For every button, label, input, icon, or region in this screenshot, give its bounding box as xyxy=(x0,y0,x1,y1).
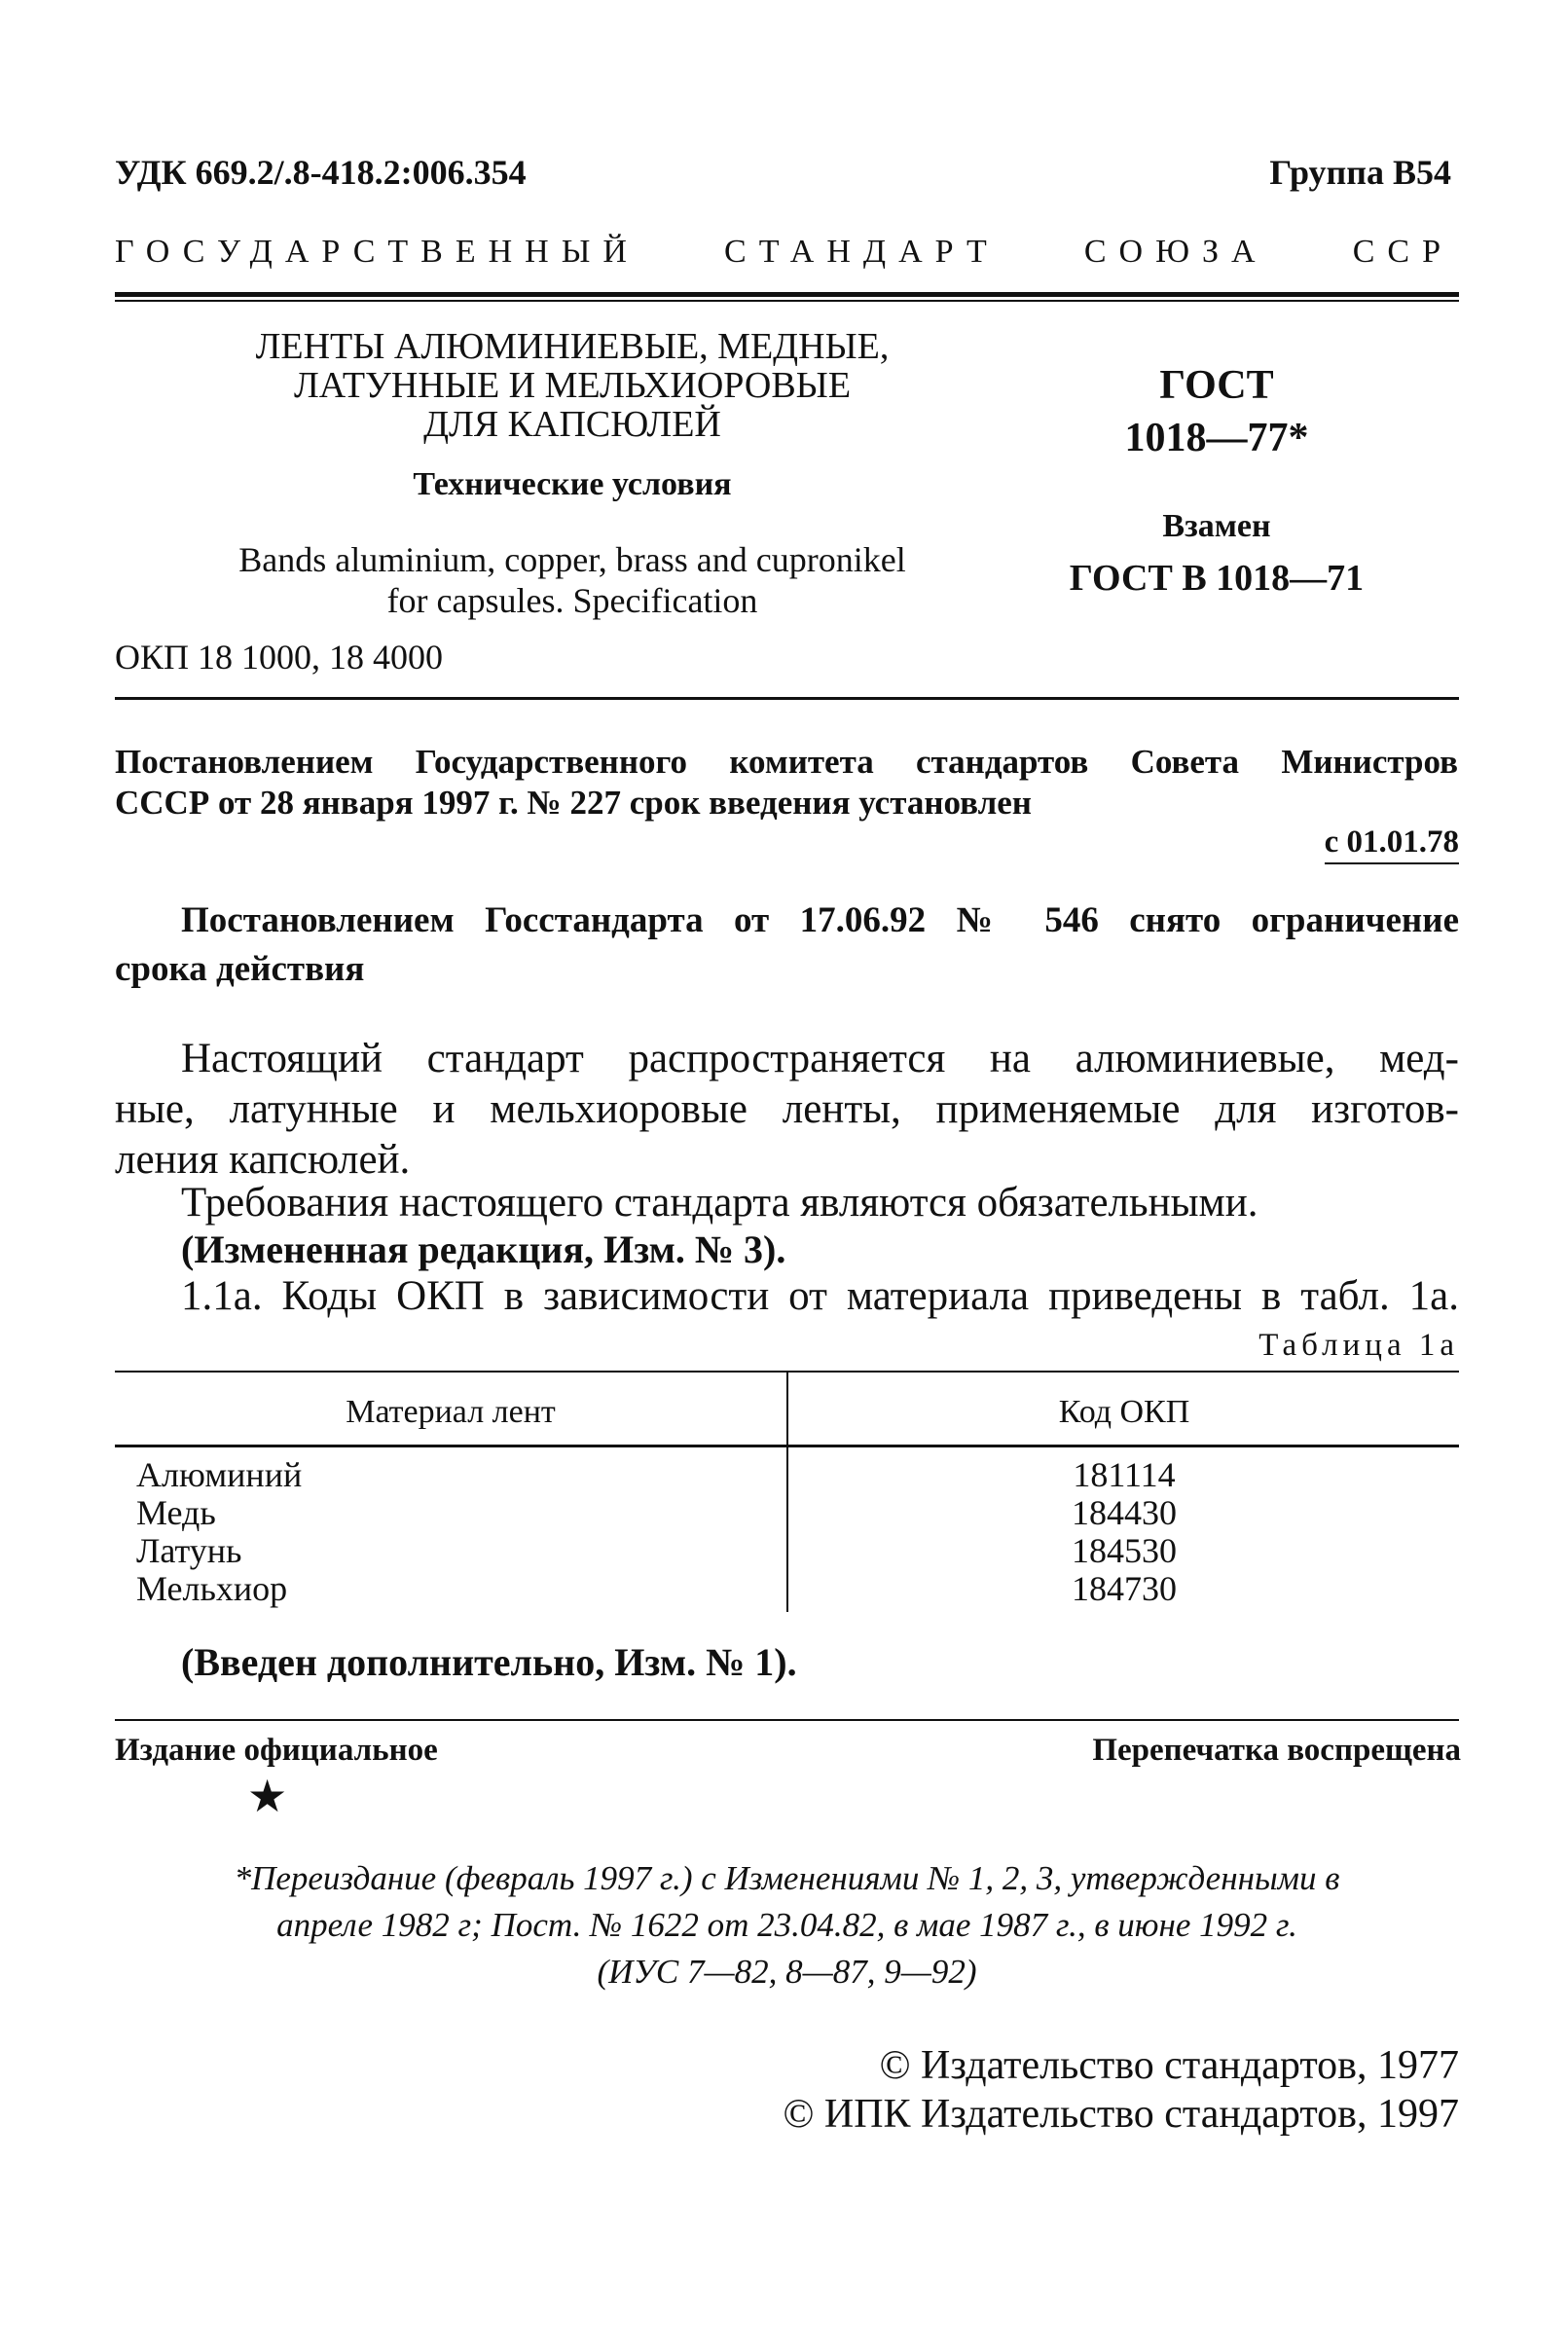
reprint-prohibited-label: Перепечатка воспрещена xyxy=(1092,1733,1461,1768)
okp-codes: ОКП 18 1000, 18 4000 xyxy=(115,638,444,677)
addition-note: (Введен дополнительно, Изм. № 1). xyxy=(181,1640,797,1684)
replaces-label: Взамен xyxy=(1162,508,1271,544)
table-cell-code: 184730 xyxy=(1072,1569,1177,1608)
requirements-paragraph: Требования настоящего стандарта являются обязательными. xyxy=(181,1180,1258,1226)
banner-word: ССР xyxy=(1352,234,1453,270)
english-title-line: Bands aluminium, copper, brass and cupronikel xyxy=(238,540,906,579)
reissue-footnote-line: (ИУС 7—82, 8—87, 9—92) xyxy=(597,1953,977,1991)
banner-word: СОЮЗА xyxy=(1083,234,1268,270)
reissue-footnote-line: апреле 1982 г; Пост. № 1622 от 23.04.82, в мае 1987 г., в июне 1992 г. xyxy=(276,1906,1297,1944)
title-line: ДЛЯ КАПСЮЛЕЙ xyxy=(423,404,721,445)
header-rule-thin xyxy=(115,300,1459,302)
scope-paragraph-line: ные, латунные и мельхиоровые ленты, применяемые для изготов- xyxy=(115,1086,1459,1132)
reissue-footnote-line: *Переиздание (февраль 1997 г.) с Изменениями № 1, 2, 3, утвержденными в xyxy=(234,1859,1340,1897)
scope-paragraph-line: Настоящий стандарт распространяется на алюминиевые, мед- xyxy=(181,1036,1459,1081)
header-rule-thick xyxy=(115,292,1459,297)
decree2-line-2: срока действия xyxy=(115,949,365,989)
star-icon: ★ xyxy=(247,1772,288,1821)
table-cell-material: Мельхиор xyxy=(136,1569,288,1608)
copyright-line: © ИПК Издательство стандартов, 1997 xyxy=(783,2092,1459,2137)
title-rule xyxy=(115,697,1459,700)
decree2-line-1: Постановлением Госстандарта от 17.06.92 № 546 снято ограничение xyxy=(181,900,1459,940)
table-header-rule xyxy=(115,1445,1459,1447)
table-caption: Таблица 1а xyxy=(1258,1328,1459,1363)
table-header-code: Код ОКП xyxy=(1058,1394,1190,1430)
table-cell-material: Алюминий xyxy=(136,1455,303,1494)
group-code: Группа В54 xyxy=(1269,153,1451,192)
document-title xyxy=(115,327,1030,444)
table-cell-code: 181114 xyxy=(1073,1455,1176,1494)
scope-paragraph-line: ления капсюлей. xyxy=(115,1137,411,1183)
document-subtitle: Технические условия xyxy=(413,466,732,502)
table-cell-code: 184430 xyxy=(1072,1493,1177,1532)
state-standard-banner xyxy=(115,234,1453,271)
udk-code: УДК 669.2/.8-418.2:006.354 xyxy=(115,153,527,192)
copyright-line: © Издательство стандартов, 1977 xyxy=(879,2043,1459,2088)
banner-word: ГОСУДАРСТВЕННЫЙ xyxy=(115,234,639,270)
gost-designation xyxy=(1071,359,1363,464)
table-header-material: Материал лент xyxy=(346,1394,556,1430)
decree-line-2: СССР от 28 января 1997 г. № 227 срок введения установлен xyxy=(115,784,1032,822)
decree-line-1: Постановлением Государственного комитета стандартов Совета Министров xyxy=(115,743,1458,781)
title-line: ЛАТУННЫЕ И МЕЛЬХИОРОВЫЕ xyxy=(293,365,852,406)
title-line: ЛЕНТЫ АЛЮМИНИЕВЫЕ, МЕДНЫЕ, xyxy=(255,326,890,367)
banner-word: СТАНДАРТ xyxy=(724,234,1000,270)
footer-rule xyxy=(115,1719,1459,1721)
english-title xyxy=(115,539,1030,621)
effective-date: с 01.01.78 xyxy=(1325,824,1459,864)
table-cell-material: Медь xyxy=(136,1493,216,1532)
table-cell-material: Латунь xyxy=(136,1531,242,1570)
official-edition-label: Издание официальное xyxy=(115,1733,438,1768)
amendment-note: (Измененная редакция, Изм. № 3). xyxy=(181,1227,786,1271)
replaces-document: ГОСТ В 1018—71 xyxy=(1069,558,1365,599)
english-title-line: for capsules. Specification xyxy=(386,581,758,620)
okp-codes-paragraph: 1.1а. Коды ОКП в зависимости от материала приведены в табл. 1а. xyxy=(181,1273,1459,1319)
table-cell-code: 184530 xyxy=(1072,1531,1177,1570)
gost-number: 1018—77* xyxy=(1124,416,1309,460)
gost-label: ГОСТ xyxy=(1159,363,1274,408)
